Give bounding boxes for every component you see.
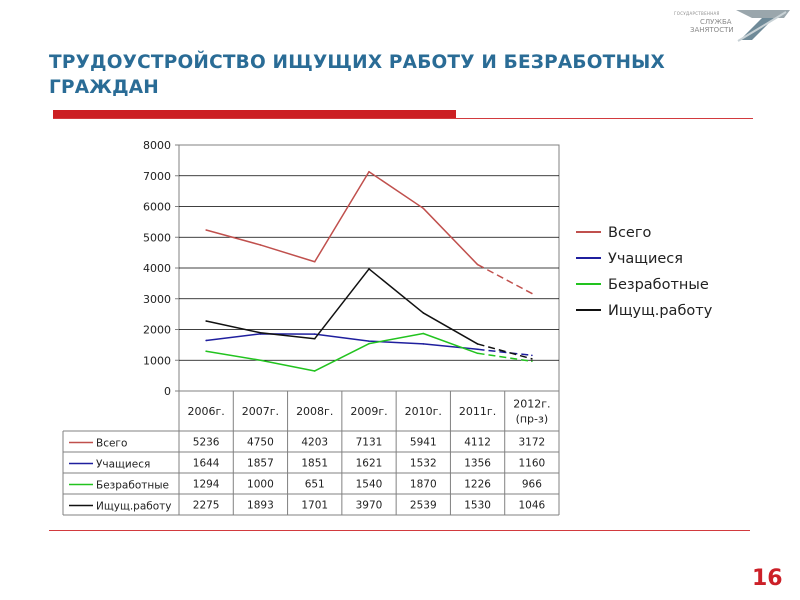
y-tick-label: 3000 — [143, 292, 171, 306]
category-label: (пр-з) — [515, 412, 549, 426]
table-value: 1532 — [409, 457, 437, 470]
data-point — [477, 343, 479, 345]
data-point — [368, 171, 370, 173]
page-number: 16 — [752, 566, 783, 591]
table-value: 4203 — [301, 436, 329, 449]
table-value: 2275 — [192, 499, 220, 512]
table-value: 3172 — [518, 436, 546, 449]
table-value: 5236 — [192, 436, 220, 449]
data-point — [260, 359, 262, 361]
data-point — [477, 264, 479, 266]
table-value: 2539 — [409, 499, 437, 512]
data-point — [422, 343, 424, 345]
table-value: 1540 — [355, 478, 383, 491]
data-point — [531, 355, 533, 357]
data-point — [314, 338, 316, 340]
y-tick-label: 4000 — [143, 262, 171, 275]
y-tick-label: 7000 — [143, 169, 171, 183]
data-point — [368, 268, 370, 270]
table-value: 1870 — [409, 478, 437, 491]
table-value: 1621 — [355, 457, 383, 470]
data-point — [314, 370, 316, 372]
data-point — [422, 312, 424, 314]
data-point — [205, 229, 207, 231]
y-tick-label: 8000 — [143, 139, 171, 152]
legend-label: Безработные — [608, 277, 709, 293]
data-point — [531, 293, 533, 295]
data-point — [368, 340, 370, 342]
data-point — [368, 343, 370, 345]
data-point — [422, 333, 424, 335]
category-label: 2008г. — [296, 405, 334, 418]
table-value: 1851 — [301, 457, 329, 470]
table-value: 1530 — [464, 499, 491, 512]
table-series-label: Учащиеся — [96, 458, 151, 471]
table-value: 1160 — [518, 457, 546, 470]
data-point — [260, 244, 262, 246]
data-point — [205, 350, 207, 352]
category-label: 2012г. — [513, 397, 551, 411]
table-value: 1857 — [247, 457, 274, 470]
data-point — [422, 208, 424, 210]
data-point — [531, 360, 533, 362]
category-label: 2006г. — [187, 405, 225, 418]
data-point — [205, 320, 207, 322]
data-point — [477, 349, 479, 351]
table-value: 1226 — [464, 478, 491, 491]
table-value: 4112 — [464, 436, 491, 449]
table-value: 1701 — [301, 499, 329, 512]
footer-divider — [49, 530, 750, 531]
table-value: 7131 — [355, 436, 383, 449]
data-point — [205, 340, 207, 342]
table-value: 1644 — [192, 457, 220, 470]
y-tick-label: 1000 — [143, 354, 171, 368]
category-label: 2010г. — [404, 405, 442, 418]
logo-text-line1: ГОСУДАРСТВЕННАЯ — [674, 11, 720, 16]
y-tick-label: 5000 — [143, 231, 171, 245]
data-point — [531, 358, 533, 360]
table-value: 651 — [304, 478, 325, 491]
table-value: 5941 — [409, 436, 437, 449]
category-label: 2011г. — [458, 405, 497, 418]
legend-label: Всего — [608, 225, 652, 241]
table-value: 4750 — [247, 436, 274, 449]
slide-title: ТРУДОУСТРОЙСТВО ИЩУЩИХ РАБОТУ И БЕЗРАБОТНЫХ ГРАЖДАН — [49, 52, 665, 98]
table-value: 1294 — [192, 478, 220, 491]
table-value: 1000 — [247, 478, 274, 491]
table-series-label: Безработные — [96, 479, 169, 492]
category-label: 2007г. — [241, 405, 280, 418]
table-value: 966 — [521, 478, 542, 491]
table-series-label: Всего — [96, 437, 128, 450]
table-series-label: Ищущ.работу — [96, 500, 172, 513]
y-tick-label: 2000 — [143, 323, 171, 337]
table-value: 1046 — [518, 499, 546, 512]
category-label: 2009г. — [350, 405, 388, 418]
y-tick-label: 6000 — [143, 200, 171, 214]
data-point — [477, 353, 479, 355]
y-tick-label: 0 — [164, 385, 171, 398]
legend-label: Учащиеся — [608, 251, 683, 267]
table-value: 3970 — [355, 499, 383, 512]
data-point — [314, 333, 316, 335]
data-point — [260, 332, 262, 334]
data-point — [314, 261, 316, 263]
table-value: 1893 — [247, 499, 274, 512]
table-value: 1356 — [464, 457, 491, 470]
logo-text-line2: СЛУЖБА — [700, 18, 732, 26]
legend-label: Ищущ.работу — [608, 303, 713, 319]
logo-text-line3: ЗАНЯТОСТИ — [690, 26, 734, 34]
